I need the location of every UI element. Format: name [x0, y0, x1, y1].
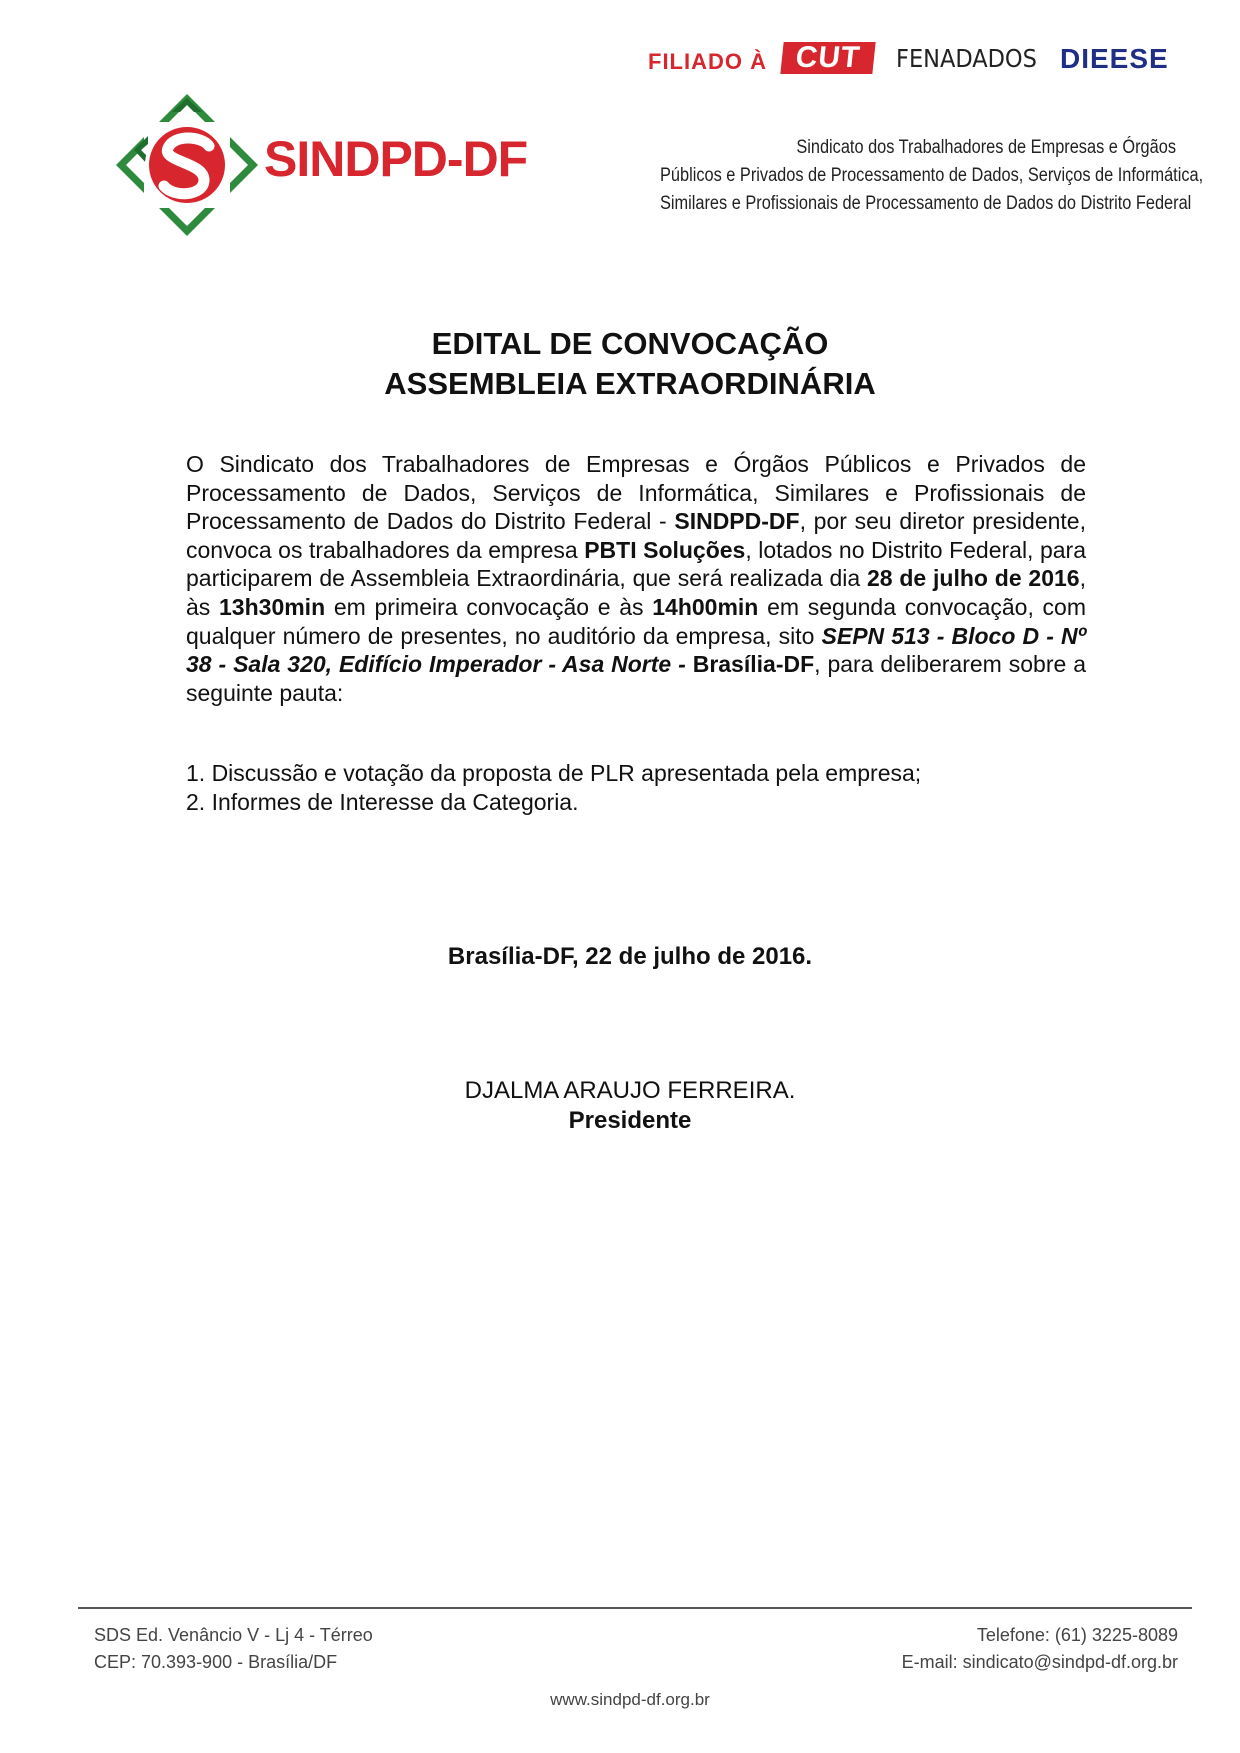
text-run: , lotados no Distrito Federal, para participarem de Assembleia Extraordinária, que será realizada dia: [186, 536, 1086, 592]
signatory-role: Presidente: [568, 1107, 692, 1134]
company-name: PBTI Soluções: [584, 536, 746, 563]
email-text: E-mail: sindicato@sindpd-df.org.br: [901, 1652, 1178, 1672]
address-line: CEP: 70.393-900 - Brasília/DF: [94, 1652, 338, 1672]
first-call-time: 13h30min: [219, 593, 326, 620]
text-run: em primeira convocação e às: [325, 593, 653, 620]
agenda-list: [186, 759, 1086, 817]
union-name-line: Similares e Profissionais de Processamento de Dados do Distrito Federal: [660, 193, 1192, 214]
text-run: , às: [186, 565, 1086, 620]
place-date: Brasília-DF, 22 de julho de 2016.: [447, 943, 813, 970]
text-run: , para deliberarem sobre a seguinte pauta:: [186, 651, 1086, 706]
title-line-2: ASSEMBLEIA EXTRAORDINÁRIA: [384, 366, 876, 401]
assembly-date: 28 de julho de 2016: [866, 565, 1080, 592]
brand-name: SINDPD-DF: [264, 131, 528, 187]
union-name: [660, 134, 1204, 218]
document-title: [0, 324, 1240, 404]
address-line: SDS Ed. Venâncio V - Lj 4 - Térreo: [94, 1625, 373, 1645]
union-name-line: Sindicato dos Trabalhadores de Empresas e Órgãos: [796, 137, 1176, 158]
org-short-name: SINDPD-DF: [674, 508, 800, 535]
phone-text: Telefone: (61) 3225-8089: [976, 1625, 1178, 1645]
sindpd-logo: [112, 90, 572, 240]
dieese-logo: DIEESE: [1060, 43, 1169, 74]
assembly-address: SEPN 513 - Bloco D - Nº 38 - Sala 320, Edifício Imperador - Asa Norte -: [186, 622, 1086, 678]
text-run: , por seu diretor presidente, convoca os trabalhadores da empresa: [186, 508, 1086, 563]
cut-logo: CUT: [780, 42, 875, 74]
convocation-paragraph: [186, 450, 1086, 707]
title-line-1: EDITAL DE CONVOCAÇÃO: [431, 326, 829, 361]
fenadados-logo: FENADADOS: [896, 44, 1037, 73]
agenda-item: 1. Discussão e votação da proposta de PLR apresentada pela empresa;: [186, 760, 922, 786]
union-name-line: Públicos e Privados de Processamento de Dados, Serviços de Informática,: [660, 165, 1204, 186]
signatory-name: DJALMA ARAUJO FERREIRA.: [464, 1077, 796, 1104]
text-run: O Sindicato dos Trabalhadores de Empresas e Órgãos Públicos e Privados de Processamento de Dados, Serviços de Informática, Similares e Profissionais de Processamento de Dados do Distrito Federal -: [186, 451, 1086, 535]
sindpd-emblem-icon: [112, 90, 262, 240]
second-call-time: 14h00min: [652, 593, 759, 620]
footer-address: [94, 1622, 373, 1676]
footer-contact: [902, 1622, 1178, 1676]
assembly-city: Brasília-DF: [685, 651, 815, 678]
affiliation-label: FILIADO À: [648, 49, 767, 74]
footer-divider: [78, 1607, 1192, 1609]
agenda-item: 2. Informes de Interesse da Categoria.: [186, 789, 579, 815]
affiliations-bar: [640, 40, 1200, 80]
website-link[interactable]: www.sindpd-df.org.br: [550, 1690, 710, 1709]
text-run: em segunda convocação, com qualquer número de presentes, no auditório da empresa, sito: [186, 593, 1086, 649]
